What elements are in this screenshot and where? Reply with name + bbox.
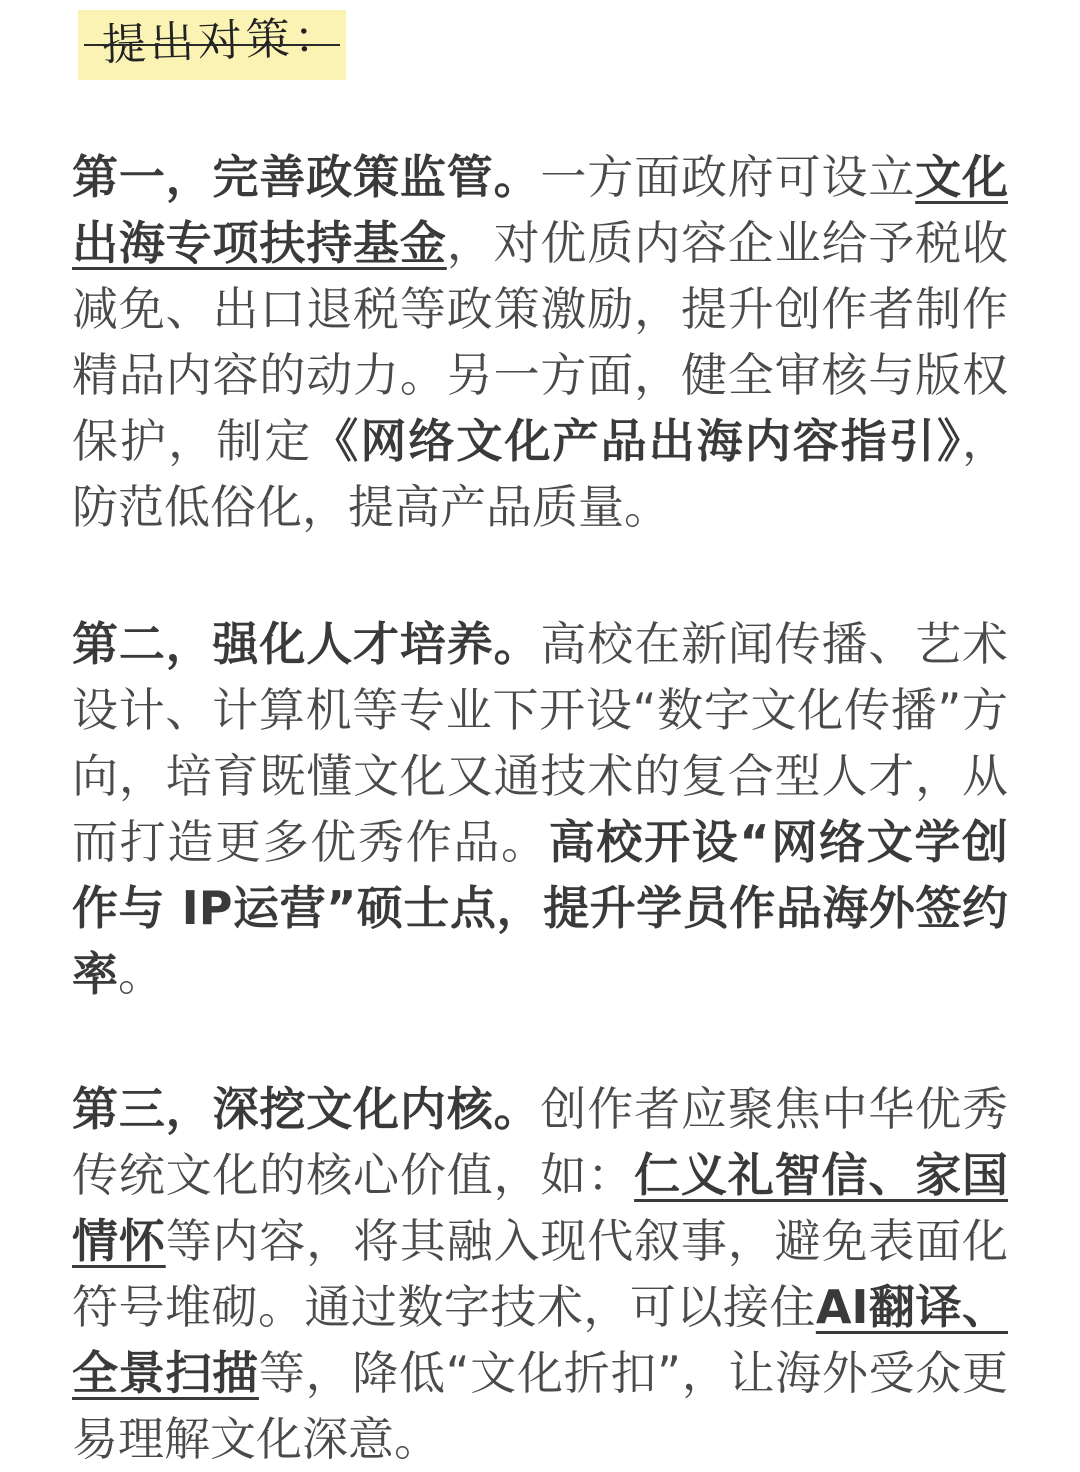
para1-text-1: 一方面政府可设立 [540,150,916,204]
para3-text-1: 创作者应聚焦中华优秀传统文化的核心价值，如： [72,1082,1009,1202]
para3-lead: 第三，深挖文化内核。 [72,1082,541,1136]
paragraph-culture [72,1076,1008,1472]
para3-underline-values: 仁义礼智信、家国情怀 [72,1148,1009,1268]
para1-text-2: ，对优质内容企业给予税收减免、出口退税等政策激励，提升创作者制作精品内容的动力。另一方面，健全审核与版权保护，制定 [72,216,1009,468]
para3-text-3: 等，降低“文化折扣”，让海外受众更易理解文化深意。 [72,1346,1008,1466]
heading-strikethrough [84,44,340,46]
para2-text-2: 。 [118,947,164,1001]
para2-lead: 第二，强化人才培养。 [72,617,541,671]
paragraph-policy [72,144,1008,540]
para3-underline-tech: AI翻译、全景扫描 [72,1280,1009,1400]
para1-bold-guideline: 《网络文化产品出海内容指引》 [312,414,963,468]
para2-text-1: 高校在新闻传播、艺术设计、计算机等专业下开设“数字文化传播”方向，培育既懂文化又通技术的复合型人才，从而打造更多优秀作品。 [72,617,1009,869]
para3-text-2: 等内容，将其融入现代叙事，避免表面化符号堆砌。通过数字技术，可以接住 [72,1214,1009,1334]
para1-lead: 第一，完善政策监管。 [72,150,541,204]
para1-text-3: ，防范低俗化，提高产品质量。 [72,414,1009,534]
paragraph-talent [72,611,1008,1007]
para1-underline-fund: 文化出海专项扶持基金 [72,150,1009,270]
para2-bold-masters: 高校开设“网络文学创作与 IP运营”硕士点，提升学员作品海外签约率 [72,815,1008,1001]
heading-title: 提出对策： [101,11,343,71]
